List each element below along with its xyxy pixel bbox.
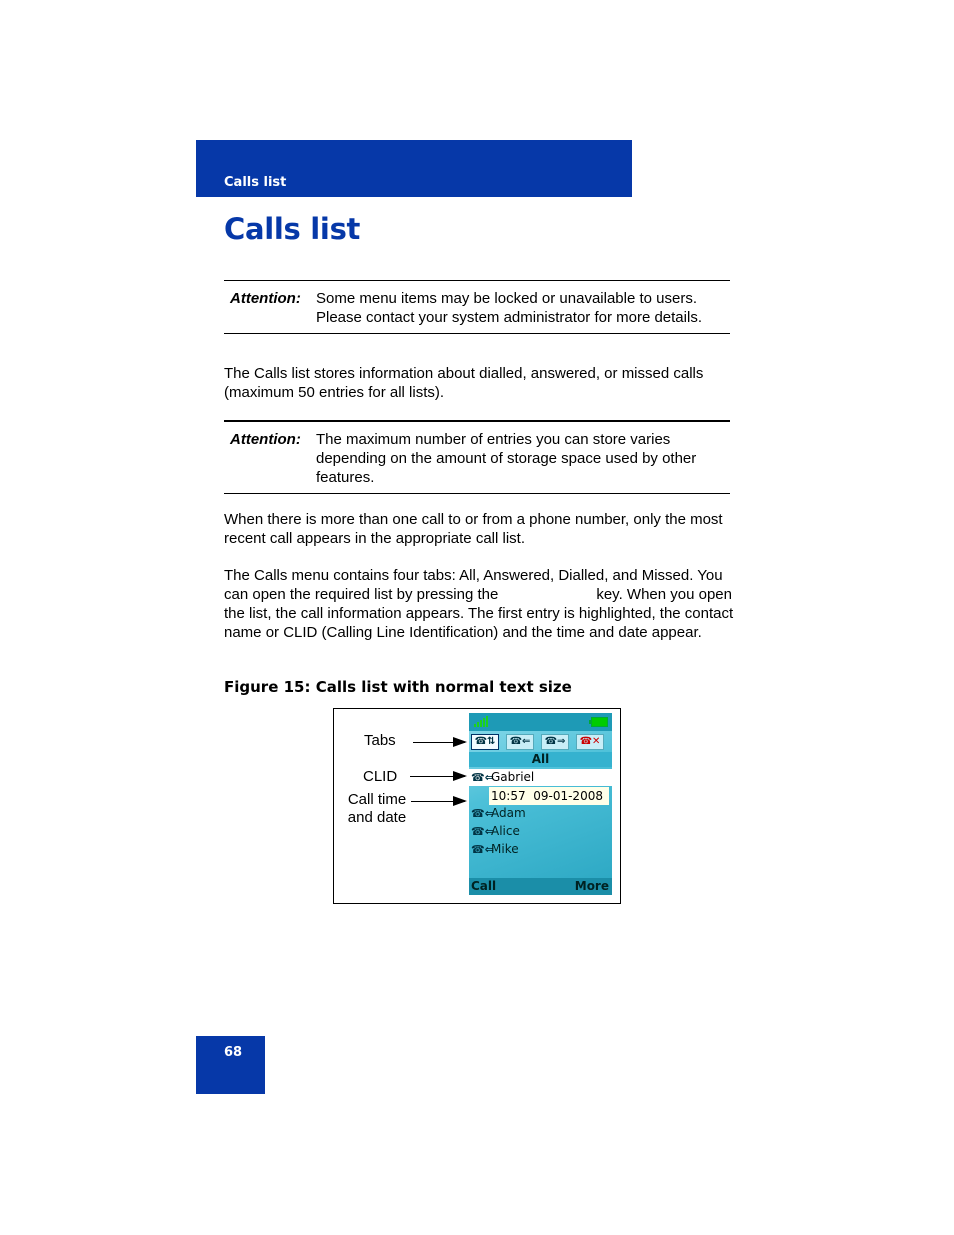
callout-call-time-line2: and date [347,809,407,826]
list-item[interactable] [469,841,612,858]
figure-box [333,708,621,904]
callout-tabs: Tabs [364,732,396,749]
phone-screen [469,713,612,895]
softkey-call-button[interactable]: Call [471,879,497,893]
call-time: 10:57 [491,789,526,803]
list-item[interactable] [469,823,612,840]
attention-note [224,420,730,494]
arrow-clid [410,776,465,777]
battery-icon [591,717,608,727]
callout-clid: CLID [363,768,398,785]
arrow-tabs [413,742,465,743]
header-band [196,140,632,197]
tab-answered-icon[interactable]: ☎⇐ [506,734,534,750]
arrow-call-time [411,801,465,802]
call-answered-icon: ☎⇐ [471,771,494,784]
attention-note [224,280,730,334]
page-number: 68 [224,1045,243,1060]
tab-title: All [469,752,612,767]
contact-name: Mike [491,842,519,856]
call-date: 09-01-2008 [533,789,603,803]
tab-dialled-icon[interactable]: ☎⇒ [541,734,569,750]
signal-strength-icon [474,716,490,727]
list-item[interactable] [469,805,612,822]
status-bar [469,713,612,731]
paragraph-tabs [224,566,734,642]
paragraph-tabs-after: key. When you open the list, the call information appears. The first entry is highlighted, the contact name or CLID (Calling Line Identification) and the time and date appear. [224,586,734,641]
attention-text: The maximum number of entries you can store varies depending on the amount of storage space used by other features. [316,431,697,486]
tab-all-icon[interactable]: ☎⇅ [471,734,499,750]
page-number-box [196,1036,265,1094]
tab-missed-icon[interactable]: ☎✕ [576,734,604,750]
call-tabs [469,733,612,751]
attention-text: Some menu items may be locked or unavailable to users. Please contact your system administrator for more details. [316,290,702,326]
call-answered-icon: ☎⇐ [471,825,494,838]
softkey-bar [469,878,612,895]
contact-name: Gabriel [491,770,535,784]
call-time-date [489,787,609,805]
list-item[interactable] [469,769,612,786]
section-label: Calls list [224,175,287,190]
contact-name: Adam [491,806,526,820]
call-answered-icon: ☎⇐ [471,807,494,820]
softkey-more-button[interactable]: More [574,879,609,893]
page-title: Calls list [224,212,361,246]
attention-label: Attention: [230,431,301,448]
callout-call-time-line1: Call time [347,791,407,808]
attention-label: Attention: [230,290,301,307]
contact-name: Alice [491,824,520,838]
paragraph-intro: The Calls list stores information about dialled, answered, or missed calls (maximum 50 entries for all lists). [224,365,704,401]
callout-call-time [345,791,409,827]
paragraph-recent-call: When there is more than one call to or from a phone number, only the most recent call appears in the appropriate call list. [224,511,723,547]
figure-caption: Figure 15: Calls list with normal text size [224,678,572,696]
paragraph-tabs-before: The Calls menu contains four tabs: All, Answered, Dialled, and Missed. You can open the required list by pressing the [224,567,723,603]
call-answered-icon: ☎⇐ [471,843,494,856]
